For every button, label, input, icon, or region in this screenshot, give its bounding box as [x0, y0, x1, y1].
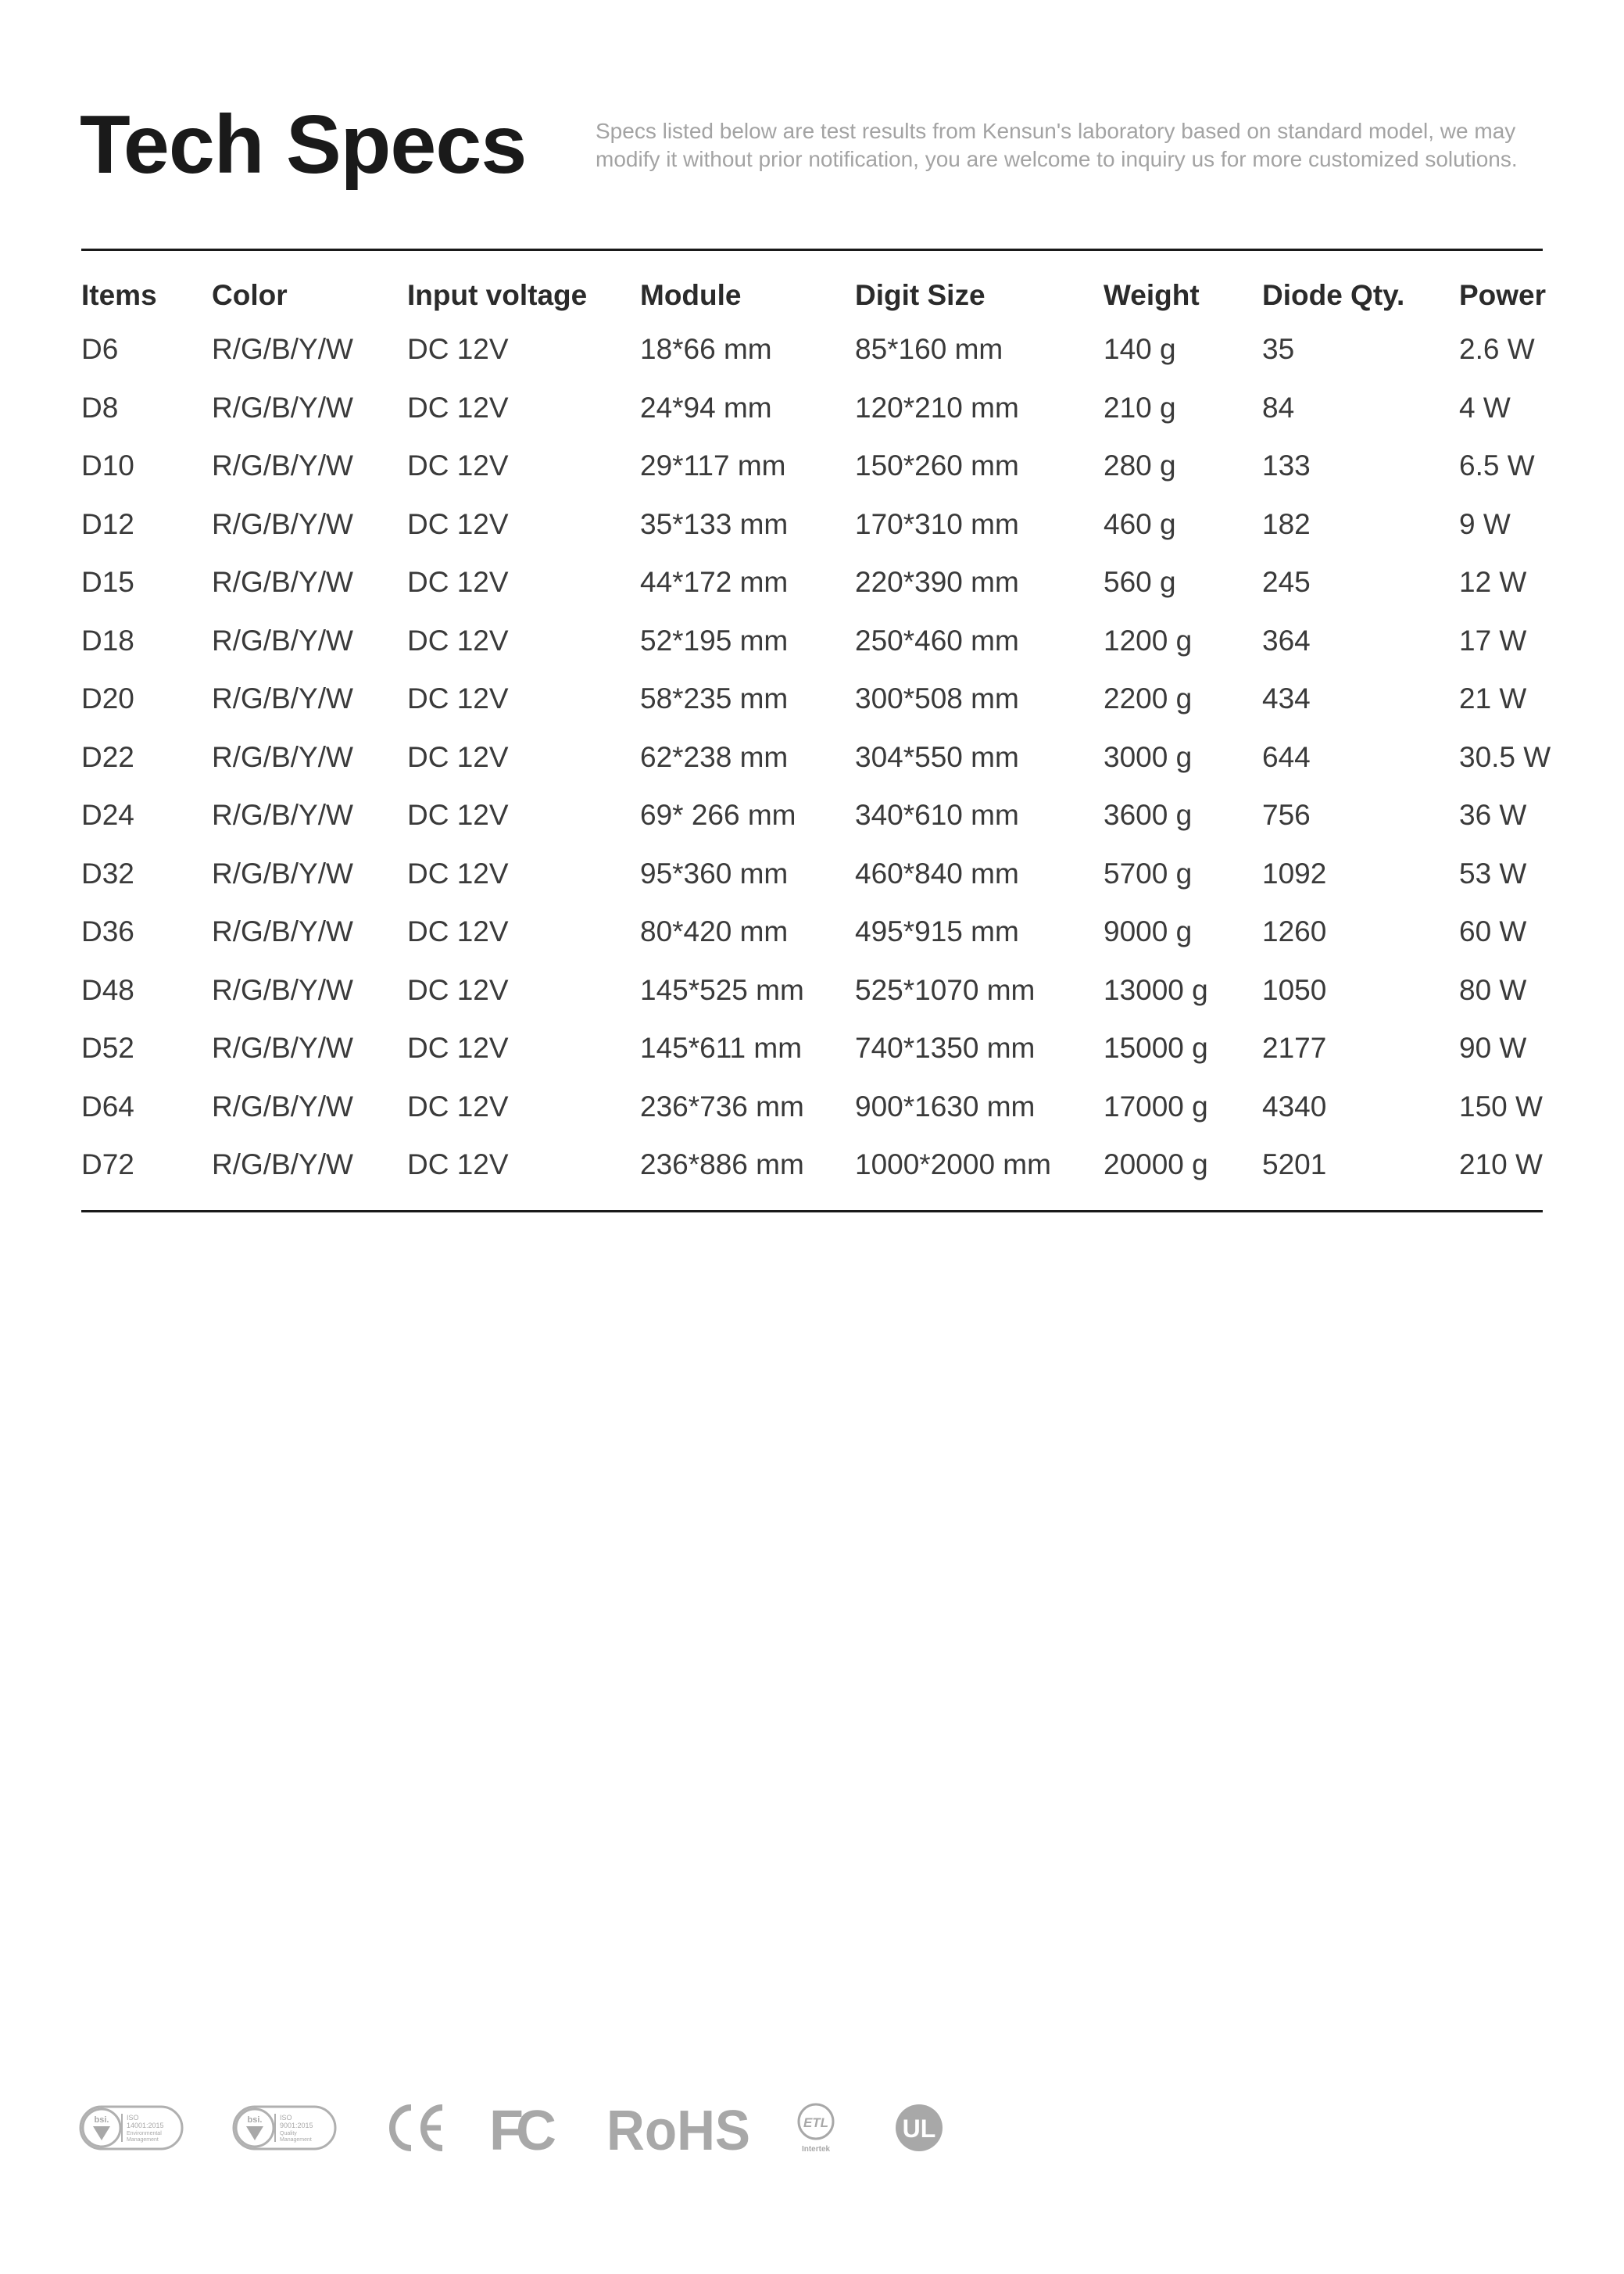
table-row [81, 1136, 1543, 1194]
cell-color: R/G/B/Y/W [212, 799, 353, 832]
cell-item: D10 [81, 449, 134, 482]
table-row [81, 379, 1543, 438]
cell-power: 12 W [1459, 566, 1527, 599]
cell-weight: 9000 g [1104, 915, 1193, 948]
cell-color: R/G/B/Y/W [212, 915, 353, 948]
cell-power: 80 W [1459, 973, 1527, 1006]
cell-module: 69* 266 mm [640, 799, 796, 832]
cell-power: 4 W [1459, 391, 1511, 424]
table-row [81, 903, 1543, 962]
cell-weight: 20000 g [1104, 1148, 1208, 1181]
svg-text:ETL: ETL [803, 2115, 829, 2130]
certification-logos [78, 2097, 977, 2159]
cell-item: D24 [81, 799, 134, 832]
cell-diode-qty: 4340 [1262, 1090, 1327, 1123]
bsi-iso-14001-icon [78, 2097, 184, 2159]
cell-input-voltage: DC 12V [407, 1148, 509, 1181]
cell-digit-size: 250*460 mm [855, 624, 1019, 657]
cell-diode-qty: 84 [1262, 391, 1295, 424]
cell-digit-size: 120*210 mm [855, 391, 1019, 424]
etl-intertek-icon [791, 2097, 846, 2159]
table-row [81, 786, 1543, 845]
table-top-rule [81, 249, 1543, 251]
cell-color: R/G/B/Y/W [212, 857, 353, 890]
cell-module: 29*117 mm [640, 449, 786, 482]
cell-diode-qty: 434 [1262, 682, 1311, 715]
cell-power: 53 W [1459, 857, 1527, 890]
table-row [81, 962, 1543, 1020]
cell-digit-size: 220*390 mm [855, 566, 1019, 599]
cell-input-voltage: DC 12V [407, 333, 509, 366]
svg-text:Quality: Quality [280, 2131, 297, 2136]
cell-digit-size: 85*160 mm [855, 333, 1003, 366]
intro-note: Specs listed below are test results from Kensun's laboratory based on standard model, we may modify it without prior notification, you are welcome to inquiry us for more customized solutions. [596, 119, 1518, 171]
cell-module: 80*420 mm [640, 915, 789, 948]
table-row [81, 729, 1543, 787]
svg-text:9001:2015: 9001:2015 [280, 2122, 313, 2129]
cell-input-voltage: DC 12V [407, 1090, 509, 1123]
cell-color: R/G/B/Y/W [212, 682, 353, 715]
cell-item: D20 [81, 682, 134, 715]
cell-power: 150 W [1459, 1090, 1543, 1123]
cell-diode-qty: 245 [1262, 566, 1311, 599]
cell-digit-size: 495*915 mm [855, 915, 1019, 948]
column-header-weight: Weight [1104, 279, 1200, 311]
cell-diode-qty: 756 [1262, 799, 1311, 832]
cell-diode-qty: 5201 [1262, 1148, 1327, 1181]
svg-text:UL: UL [902, 2115, 936, 2143]
cell-color: R/G/B/Y/W [212, 449, 353, 482]
cell-digit-size: 1000*2000 mm [855, 1148, 1051, 1181]
cell-power: 30.5 W [1459, 740, 1551, 773]
cell-digit-size: 150*260 mm [855, 449, 1019, 482]
cell-diode-qty: 182 [1262, 507, 1311, 540]
svg-text:RoHS: RoHS [606, 2100, 750, 2159]
cell-digit-size: 300*508 mm [855, 682, 1019, 715]
cell-input-voltage: DC 12V [407, 915, 509, 948]
svg-text:Intertek: Intertek [801, 2145, 831, 2154]
cell-input-voltage: DC 12V [407, 857, 509, 890]
table-header-row [81, 270, 1543, 321]
cell-input-voltage: DC 12V [407, 682, 509, 715]
cell-weight: 1200 g [1104, 624, 1193, 657]
cell-weight: 560 g [1104, 566, 1176, 599]
svg-text:Management: Management [280, 2137, 312, 2143]
cell-module: 236*886 mm [640, 1148, 804, 1181]
cell-diode-qty: 133 [1262, 449, 1311, 482]
cell-module: 145*611 mm [640, 1032, 803, 1065]
cell-weight: 2200 g [1104, 682, 1193, 715]
cell-module: 18*66 mm [640, 333, 772, 366]
table-row [81, 321, 1543, 379]
ul-mark-icon [888, 2097, 950, 2159]
cell-digit-size: 900*1630 mm [855, 1090, 1036, 1123]
cell-module: 44*172 mm [640, 566, 789, 599]
cell-input-voltage: DC 12V [407, 740, 509, 773]
ce-mark-icon [385, 2097, 447, 2159]
cell-item: D48 [81, 973, 134, 1006]
cell-diode-qty: 644 [1262, 740, 1311, 773]
column-header-items: Items [81, 279, 157, 311]
svg-text:bsi.: bsi. [94, 2115, 109, 2125]
table-row [81, 845, 1543, 904]
cell-input-voltage: DC 12V [407, 973, 509, 1006]
cell-item: D32 [81, 857, 134, 890]
cell-module: 236*736 mm [640, 1090, 804, 1123]
cell-diode-qty: 364 [1262, 624, 1311, 657]
cell-power: 36 W [1459, 799, 1527, 832]
cell-item: D64 [81, 1090, 134, 1123]
cell-color: R/G/B/Y/W [212, 391, 353, 424]
table-row [81, 496, 1543, 554]
cell-color: R/G/B/Y/W [212, 973, 353, 1006]
cell-digit-size: 740*1350 mm [855, 1032, 1036, 1065]
cell-diode-qty: 1260 [1262, 915, 1327, 948]
cell-diode-qty: 1092 [1262, 857, 1327, 890]
cell-module: 95*360 mm [640, 857, 789, 890]
cell-color: R/G/B/Y/W [212, 566, 353, 599]
table-bottom-rule [81, 1210, 1543, 1212]
cell-module: 24*94 mm [640, 391, 772, 424]
cell-weight: 280 g [1104, 449, 1176, 482]
specs-table [81, 270, 1551, 1194]
cell-item: D8 [81, 391, 119, 424]
cell-module: 145*525 mm [640, 973, 804, 1006]
cell-input-voltage: DC 12V [407, 566, 509, 599]
cell-item: D15 [81, 566, 134, 599]
cell-power: 90 W [1459, 1032, 1527, 1065]
cell-item: D6 [81, 333, 119, 366]
cell-digit-size: 525*1070 mm [855, 973, 1036, 1006]
cell-power: 60 W [1459, 915, 1527, 948]
svg-text:Management: Management [127, 2137, 159, 2143]
column-header-module: Module [640, 279, 742, 311]
cell-color: R/G/B/Y/W [212, 1090, 353, 1123]
cell-input-voltage: DC 12V [407, 624, 509, 657]
cell-digit-size: 460*840 mm [855, 857, 1019, 890]
cell-module: 58*235 mm [640, 682, 789, 715]
svg-text:Environmental: Environmental [127, 2131, 162, 2136]
cell-power: 9 W [1459, 507, 1511, 540]
cell-item: D72 [81, 1148, 134, 1181]
cell-color: R/G/B/Y/W [212, 1148, 353, 1181]
cell-input-voltage: DC 12V [407, 507, 509, 540]
cell-item: D52 [81, 1032, 134, 1065]
cell-input-voltage: DC 12V [407, 449, 509, 482]
cell-item: D36 [81, 915, 134, 948]
cell-diode-qty: 1050 [1262, 973, 1327, 1006]
cell-input-voltage: DC 12V [407, 1032, 509, 1065]
table-row [81, 612, 1543, 671]
column-header-input-voltage: Input voltage [407, 279, 588, 311]
cell-input-voltage: DC 12V [407, 799, 509, 832]
cell-item: D22 [81, 740, 134, 773]
column-header-color: Color [212, 279, 288, 311]
cell-digit-size: 304*550 mm [855, 740, 1019, 773]
svg-text:14001:2015: 14001:2015 [127, 2122, 164, 2129]
cell-item: D12 [81, 507, 134, 540]
column-header-diode-qty: Diode Qty. [1262, 279, 1405, 311]
cell-diode-qty: 35 [1262, 333, 1295, 366]
cell-weight: 17000 g [1104, 1090, 1208, 1123]
svg-text:ISO: ISO [127, 2114, 139, 2122]
cell-item: D18 [81, 624, 134, 657]
cell-input-voltage: DC 12V [407, 391, 509, 424]
cell-weight: 13000 g [1104, 973, 1208, 1006]
table-row [81, 437, 1543, 496]
cell-diode-qty: 2177 [1262, 1032, 1327, 1065]
svg-text:bsi.: bsi. [247, 2115, 263, 2125]
table-row [81, 553, 1543, 612]
cell-weight: 3000 g [1104, 740, 1193, 773]
cell-power: 6.5 W [1459, 449, 1535, 482]
rohs-mark-icon [606, 2097, 752, 2159]
cell-digit-size: 170*310 mm [855, 507, 1019, 540]
cell-color: R/G/B/Y/W [212, 624, 353, 657]
cell-module: 35*133 mm [640, 507, 789, 540]
page-title: Tech Specs [80, 98, 527, 191]
cell-weight: 140 g [1104, 333, 1176, 366]
fcc-mark-icon [489, 2097, 561, 2159]
table-row [81, 1078, 1543, 1137]
svg-text:ISO: ISO [280, 2114, 292, 2122]
column-header-power: Power [1459, 279, 1547, 311]
cell-color: R/G/B/Y/W [212, 1032, 353, 1065]
column-header-digit-size: Digit Size [855, 279, 985, 311]
cell-weight: 5700 g [1104, 857, 1193, 890]
table-body [81, 321, 1551, 1194]
cell-weight: 210 g [1104, 391, 1176, 424]
cell-weight: 3600 g [1104, 799, 1193, 832]
cell-color: R/G/B/Y/W [212, 507, 353, 540]
cell-power: 210 W [1459, 1148, 1543, 1181]
svg-text:FC: FC [489, 2100, 549, 2159]
cell-digit-size: 340*610 mm [855, 799, 1019, 832]
table-row [81, 670, 1543, 729]
bsi-iso-9001-icon [231, 2097, 338, 2159]
cell-weight: 460 g [1104, 507, 1176, 540]
cell-power: 17 W [1459, 624, 1527, 657]
cell-color: R/G/B/Y/W [212, 740, 353, 773]
cell-color: R/G/B/Y/W [212, 333, 353, 366]
table-row [81, 1019, 1543, 1078]
cell-module: 52*195 mm [640, 624, 789, 657]
cell-power: 21 W [1459, 682, 1527, 715]
cell-power: 2.6 W [1459, 333, 1535, 366]
cell-weight: 15000 g [1104, 1032, 1208, 1065]
cell-module: 62*238 mm [640, 740, 789, 773]
